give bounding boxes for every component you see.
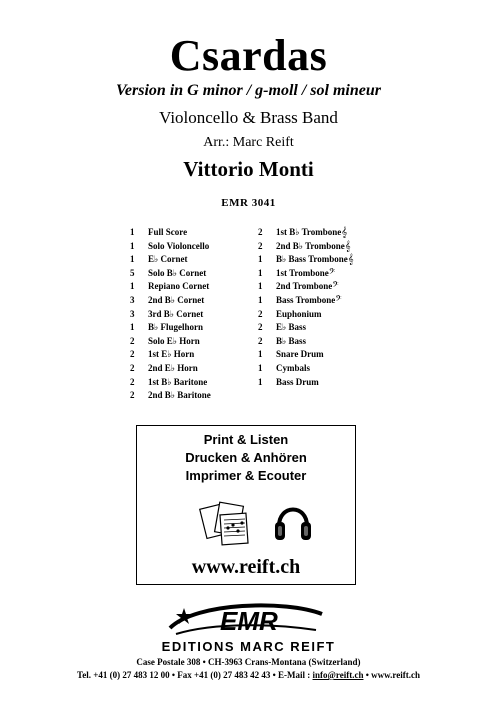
part-quantity: 2 [130, 376, 135, 387]
bass-clef-icon: 𝄢 [335, 294, 342, 306]
part-name [276, 348, 324, 362]
part-name-text: 2nd B♭ Cornet [148, 294, 205, 305]
parts-list-left [130, 226, 250, 403]
part-name [148, 376, 207, 390]
part-name-text: B♭ Bass Trombone [276, 254, 348, 265]
part-quantity: 1 [258, 376, 263, 387]
part-row [258, 308, 378, 322]
part-row [130, 376, 250, 390]
part-quantity: 3 [130, 308, 135, 319]
headphones-icon [273, 496, 313, 544]
part-quantity: 2 [258, 322, 263, 333]
part-name-text: Full Score [148, 227, 188, 237]
score-title: Csardas [169, 31, 328, 80]
part-row [258, 226, 378, 240]
part-row [258, 321, 378, 335]
part-row [130, 308, 250, 322]
sheet-music-icon [199, 498, 253, 548]
part-quantity: 2 [258, 240, 263, 251]
part-quantity: 1 [130, 227, 135, 237]
print-listen-box [136, 425, 356, 585]
promo-line-drucken: Drucken & Anhören [185, 450, 307, 465]
part-row [258, 294, 378, 308]
part-quantity: 2 [258, 308, 263, 319]
part-quantity: 2 [130, 335, 135, 346]
part-quantity: 1 [258, 254, 263, 265]
catalog-number: EMR 3041 [221, 197, 276, 209]
arranger: Arr.: Marc Reift [203, 135, 294, 150]
part-quantity: 2 [130, 362, 135, 373]
part-name-text: 1st B♭ Baritone [148, 376, 208, 387]
part-row [258, 240, 378, 254]
part-quantity: 2 [130, 349, 135, 360]
part-name [276, 280, 339, 294]
website-url[interactable]: www.reift.ch [191, 556, 301, 578]
part-row [258, 280, 378, 294]
part-name [148, 362, 198, 376]
part-name-text: Euphonium [276, 308, 322, 319]
part-row [130, 253, 250, 267]
version-subtitle: Version in G minor / g-moll / sol mineur [116, 82, 381, 99]
part-row [130, 294, 250, 308]
part-name [148, 240, 209, 254]
promo-line-imprimer: Imprimer & Ecouter [185, 468, 307, 483]
part-name [276, 321, 306, 335]
part-quantity: 1 [258, 281, 263, 292]
part-name [148, 321, 203, 335]
part-name [276, 226, 347, 240]
part-row [130, 389, 250, 403]
part-name-text: 1st B♭ Trombone [276, 227, 342, 237]
part-row [130, 280, 250, 294]
part-quantity: 1 [130, 322, 135, 333]
part-name-text: B♭ Bass [276, 335, 307, 346]
email-link[interactable]: info@reift.ch [312, 670, 364, 680]
part-name [276, 294, 342, 308]
part-quantity: 1 [258, 267, 263, 278]
part-quantity: 1 [130, 240, 135, 251]
part-name [148, 348, 194, 362]
instrumentation: Violoncello & Brass Band [159, 108, 338, 127]
part-name-text: Repiano Cornet [148, 281, 210, 292]
part-row [258, 362, 378, 376]
part-quantity: 1 [130, 281, 135, 292]
part-name-text: 1st Trombone [276, 267, 329, 278]
part-name [276, 376, 319, 390]
part-name [276, 308, 322, 322]
part-row [130, 362, 250, 376]
part-quantity: 2 [130, 390, 135, 401]
part-quantity: 3 [130, 294, 135, 305]
part-name-text: 3rd B♭ Cornet [148, 308, 204, 319]
part-name-text: Solo B♭ Cornet [148, 267, 207, 278]
part-name-text: 2nd Trombone [276, 281, 333, 292]
treble-clef-icon: 𝄞 [341, 227, 348, 238]
part-name-text: E♭ Bass [276, 322, 307, 333]
emr-logo [166, 600, 326, 638]
parts-list-right [258, 226, 378, 389]
promo-line-print-listen: Print & Listen [203, 432, 289, 447]
part-quantity: 1 [258, 349, 263, 360]
part-name [148, 308, 203, 322]
part-name-text: Solo Violoncello [148, 240, 210, 251]
part-quantity: 1 [258, 294, 263, 305]
publisher-contact [0, 670, 497, 680]
part-quantity: 5 [130, 267, 135, 278]
logo-text: EMR [220, 606, 278, 636]
part-quantity: 1 [258, 362, 263, 373]
part-name-text: B♭ Flugelhorn [148, 322, 204, 333]
part-row [258, 348, 378, 362]
part-row [258, 376, 378, 390]
part-name [276, 240, 351, 254]
part-row [130, 321, 250, 335]
part-name-text: Snare Drum [276, 349, 324, 360]
part-name-text: E♭ Cornet [148, 254, 188, 265]
part-quantity: 1 [130, 254, 135, 265]
part-name [148, 226, 187, 240]
composer: Vittorio Monti [183, 157, 314, 181]
publisher-address: Case Postale 308 • CH-3963 Crans-Montana (Switzerland) [136, 657, 361, 667]
part-name-text: Bass Drum [276, 376, 319, 387]
part-name-text: Cymbals [276, 362, 311, 373]
part-name [148, 267, 206, 281]
part-name [276, 267, 335, 281]
contact-website: • www.reift.ch [363, 670, 420, 680]
part-name [276, 362, 310, 376]
bass-clef-icon: 𝄢 [328, 267, 336, 279]
part-row [258, 253, 378, 267]
part-name [148, 280, 209, 294]
publisher-name: EDITIONS MARC REIFT [161, 639, 336, 654]
part-row [258, 335, 378, 349]
treble-clef-icon: 𝄞 [344, 240, 351, 252]
part-name [148, 294, 204, 308]
part-row [130, 226, 250, 240]
part-name [148, 253, 188, 267]
part-name-text: Bass Trombone [276, 294, 336, 305]
part-name-text: 2nd B♭ Trombone [276, 240, 345, 251]
bass-clef-icon: 𝄢 [332, 281, 339, 293]
part-name [148, 335, 200, 349]
part-quantity: 2 [258, 335, 263, 346]
part-quantity: 2 [258, 227, 263, 237]
part-row [130, 267, 250, 281]
treble-clef-icon: 𝄞 [347, 254, 354, 266]
part-row [258, 267, 378, 281]
contact-phone-fax: Tel. +41 (0) 27 483 12 00 • Fax +41 (0) 27 483 42 43 • E-Mail : [77, 670, 313, 680]
part-name-text: 1st E♭ Horn [148, 349, 195, 360]
part-name [276, 253, 354, 267]
part-name-text: Solo E♭ Horn [148, 335, 200, 346]
part-name-text: 2nd E♭ Horn [148, 362, 198, 373]
part-row [130, 240, 250, 254]
part-name [276, 335, 306, 349]
part-name [148, 389, 211, 403]
part-row [130, 348, 250, 362]
part-row [130, 335, 250, 349]
part-name-text: 2nd B♭ Baritone [148, 390, 211, 401]
